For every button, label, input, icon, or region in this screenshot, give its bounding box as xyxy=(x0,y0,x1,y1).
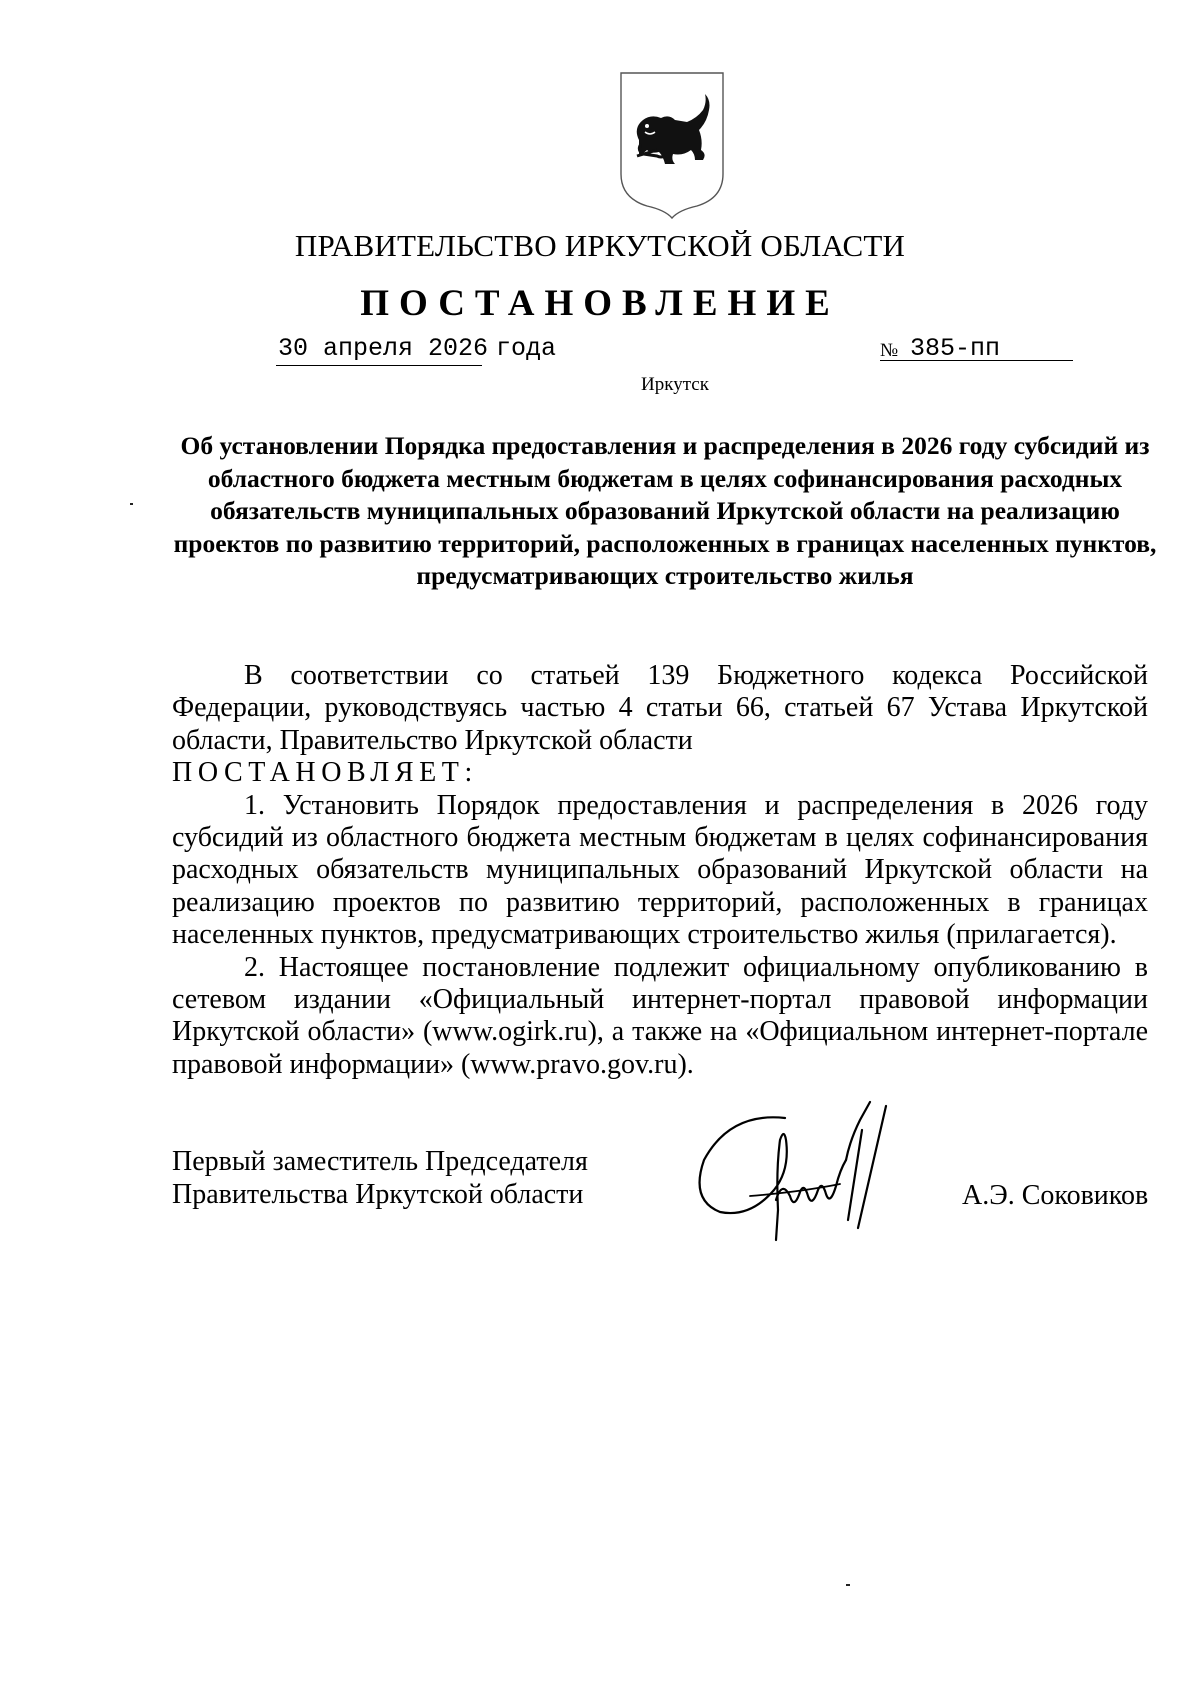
signatory-position xyxy=(172,1145,588,1211)
government-name: ПРАВИТЕЛЬСТВО ИРКУТСКОЙ ОБЛАСТИ xyxy=(294,228,906,263)
document-number: 385-пп xyxy=(910,334,1001,363)
city: Иркутск xyxy=(641,374,709,395)
signatory-name: А.Э. Соковиков xyxy=(962,1180,1149,1211)
signatory-position-line-1: Первый заместитель Председателя xyxy=(172,1146,588,1177)
number-sign: № xyxy=(880,340,899,361)
handwritten-signature-icon xyxy=(690,1100,920,1245)
document-body xyxy=(172,660,1148,1081)
preamble-paragraph: В соответствии со статьей 139 Бюджетного кодекса Российской Федерации, руководствуясь частью 4 статьи 66, статьей 67 Устава Иркутской области, Правительство Иркутской области xyxy=(172,660,1148,756)
irkutsk-coat-of-arms-icon xyxy=(617,70,727,220)
item-1-paragraph: 1. Установить Порядок предоставления и распределения в 2026 году субсидий из областного бюджета местным бюджетам в целях софинансирования расходных обязательств муниципальных образований Иркутской области на реализацию проектов по развитию территорий, расположенных в границах населенных пунктов, предусматривающих строительство жилья (прилагается). xyxy=(172,789,1148,951)
resolves-word: ПОСТАНОВЛЯЕТ: xyxy=(172,757,478,789)
document-date: 30 апреля 2026 xyxy=(278,334,489,363)
scan-speck xyxy=(846,1584,850,1586)
signatory-position-line-2: Правительства Иркутской области xyxy=(172,1179,584,1210)
document-title: Об установлении Порядка предоставления и распределения в 2026 году субсидий из областного бюджета местным бюджетам в целях софинансирования расходных обязательств муниципальных образований Иркутской области на реализацию проектов по развитию территорий, расположенных в границах населенных пунктов, предусматривающих строительство жилья xyxy=(173,431,1157,591)
scan-speck xyxy=(130,503,133,505)
item-2-paragraph: 2. Настоящее постановление подлежит официальному опубликованию в сетевом издании «Официальный интернет-портал правовой информации Иркутской области» (www.ogirk.ru), а также на «Официальном интернет-портале правовой информации» (www.pravo.gov.ru). xyxy=(172,951,1148,1080)
date-underline xyxy=(276,365,482,366)
document-type: ПОСТАНОВЛЕНИЕ xyxy=(360,283,840,324)
number-underline xyxy=(880,360,1073,361)
date-suffix: года xyxy=(496,334,557,363)
